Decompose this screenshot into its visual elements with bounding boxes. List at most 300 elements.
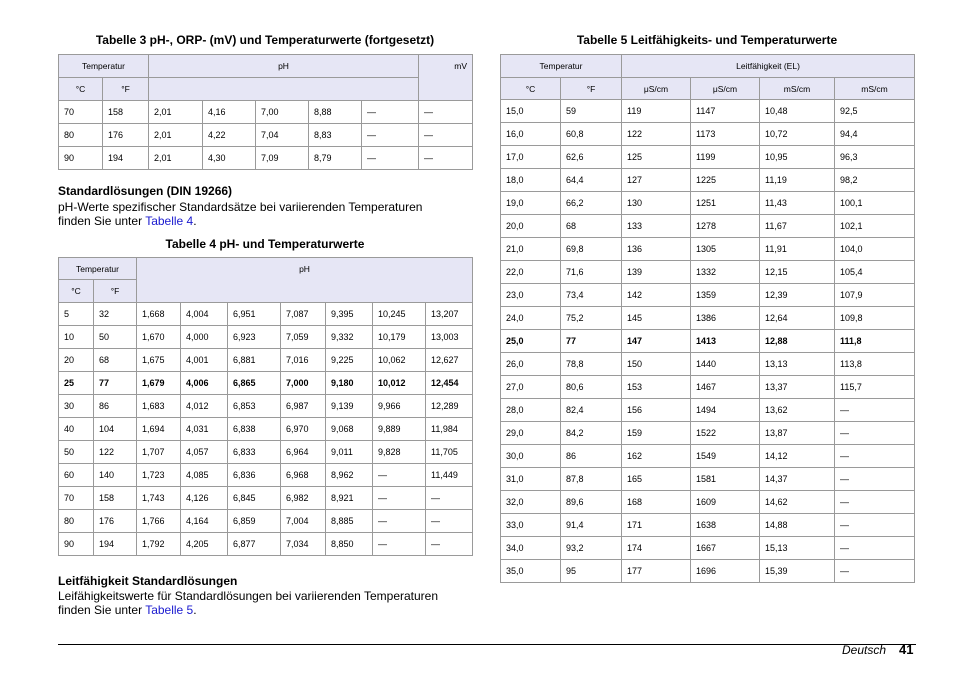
conductivity-heading: Leitfähigkeit Standardlösungen — [58, 574, 238, 588]
table-cell: 80 — [59, 124, 103, 147]
table-cell: 7,00 — [256, 101, 309, 124]
table-cell: — — [419, 147, 473, 170]
table-cell: 32 — [94, 303, 137, 326]
standard-solutions-text — [58, 200, 478, 228]
table-cell: 1667 — [691, 537, 760, 560]
table-cell: 12,39 — [760, 284, 835, 307]
table-cell: 6,951 — [228, 303, 281, 326]
table-cell: 1467 — [691, 376, 760, 399]
table-cell: 125 — [622, 146, 691, 169]
table-row — [501, 307, 915, 330]
table-row — [501, 422, 915, 445]
table-cell: 9,828 — [373, 441, 426, 464]
table-cell: 1386 — [691, 307, 760, 330]
table5-caption: Tabelle 5 Leitfähigkeits- und Temperaturwerte — [576, 33, 838, 47]
table4 — [58, 257, 473, 556]
table-cell: 8,88 — [309, 101, 362, 124]
table-cell: 73,4 — [561, 284, 622, 307]
table-cell: 7,04 — [256, 124, 309, 147]
table-cell: 11,91 — [760, 238, 835, 261]
table-cell: 10,245 — [373, 303, 426, 326]
table-cell: — — [362, 147, 419, 170]
table-cell: 147 — [622, 330, 691, 353]
table-cell: 7,004 — [281, 510, 326, 533]
table-cell: 1,723 — [137, 464, 181, 487]
table-cell: 145 — [622, 307, 691, 330]
table-cell: 4,012 — [181, 395, 228, 418]
table-row — [501, 238, 915, 261]
table-cell: 93,2 — [561, 537, 622, 560]
standard-solutions-line2 — [58, 214, 478, 228]
table-cell: 1278 — [691, 215, 760, 238]
table-cell: — — [835, 399, 915, 422]
table-cell: 113,8 — [835, 353, 915, 376]
table-cell: 4,164 — [181, 510, 228, 533]
table-cell: 6,865 — [228, 372, 281, 395]
table-cell: 6,833 — [228, 441, 281, 464]
table-cell: — — [835, 445, 915, 468]
table-cell: — — [362, 124, 419, 147]
conductivity-line2-post: . — [193, 603, 197, 617]
table-cell: 177 — [622, 560, 691, 583]
table-cell: 35,0 — [501, 560, 561, 583]
table-cell: 194 — [94, 533, 137, 556]
table-row — [501, 146, 915, 169]
table-cell: 6,877 — [228, 533, 281, 556]
table-cell: 1522 — [691, 422, 760, 445]
table-cell: — — [835, 560, 915, 583]
table-cell: 4,031 — [181, 418, 228, 441]
table-row — [501, 537, 915, 560]
table-cell: 136 — [622, 238, 691, 261]
table-cell: 6,859 — [228, 510, 281, 533]
table-cell: 9,889 — [373, 418, 426, 441]
table-cell: 14,62 — [760, 491, 835, 514]
table-cell: 19,0 — [501, 192, 561, 215]
table-row — [59, 533, 473, 556]
table-cell: 1413 — [691, 330, 760, 353]
table-cell: 70 — [59, 101, 103, 124]
table-cell: 90 — [59, 147, 103, 170]
table-row — [59, 418, 473, 441]
table-cell: 1,679 — [137, 372, 181, 395]
table-cell: 10,95 — [760, 146, 835, 169]
table-cell: 122 — [94, 441, 137, 464]
table-cell: — — [835, 468, 915, 491]
table-cell: 4,004 — [181, 303, 228, 326]
table-cell: 14,12 — [760, 445, 835, 468]
table-row — [59, 510, 473, 533]
table-cell: 16,0 — [501, 123, 561, 146]
table-cell: 70 — [59, 487, 94, 510]
table-cell: 165 — [622, 468, 691, 491]
table-cell: — — [835, 537, 915, 560]
table3-header-ph-blank — [149, 78, 419, 101]
table-cell: 1,743 — [137, 487, 181, 510]
table-cell: 4,006 — [181, 372, 228, 395]
table5-body — [501, 100, 915, 583]
table-row — [59, 372, 473, 395]
table-cell: 176 — [103, 124, 149, 147]
table-cell: 9,395 — [326, 303, 373, 326]
table-cell: 1,668 — [137, 303, 181, 326]
table-cell: 17,0 — [501, 146, 561, 169]
table-cell: 1173 — [691, 123, 760, 146]
table-row — [59, 395, 473, 418]
table-cell: 158 — [103, 101, 149, 124]
table-cell: 159 — [622, 422, 691, 445]
table-cell: 158 — [94, 487, 137, 510]
table-cell: 174 — [622, 537, 691, 560]
table-cell: 6,923 — [228, 326, 281, 349]
table5-header-temperature: Temperatur — [501, 55, 622, 78]
table-cell: 20,0 — [501, 215, 561, 238]
table-cell: 4,057 — [181, 441, 228, 464]
table-cell: 150 — [622, 353, 691, 376]
table-cell: 6,838 — [228, 418, 281, 441]
table-cell: 80 — [59, 510, 94, 533]
table-cell: 9,966 — [373, 395, 426, 418]
table-cell: 1359 — [691, 284, 760, 307]
table-cell: 6,970 — [281, 418, 326, 441]
table-cell: 21,0 — [501, 238, 561, 261]
table-cell: 156 — [622, 399, 691, 422]
table-cell: 9,180 — [326, 372, 373, 395]
table-cell: 7,000 — [281, 372, 326, 395]
table-row — [501, 468, 915, 491]
standard-solutions-line2-pre: finden Sie unter — [58, 214, 146, 228]
table-row — [501, 215, 915, 238]
table-row — [59, 464, 473, 487]
table-cell: 12,289 — [426, 395, 473, 418]
table-cell: 4,22 — [203, 124, 256, 147]
table-row — [501, 560, 915, 583]
table-cell: 13,003 — [426, 326, 473, 349]
table-cell: 162 — [622, 445, 691, 468]
table-row — [59, 349, 473, 372]
table-cell: 104 — [94, 418, 137, 441]
table3 — [58, 54, 473, 170]
table-cell: 4,126 — [181, 487, 228, 510]
table-cell: 10,012 — [373, 372, 426, 395]
table3-header-fahrenheit: °F — [103, 78, 149, 101]
table-cell: 9,332 — [326, 326, 373, 349]
table-cell: 115,7 — [835, 376, 915, 399]
table-cell: 139 — [622, 261, 691, 284]
table-cell: 168 — [622, 491, 691, 514]
table-cell: 7,034 — [281, 533, 326, 556]
table-cell: — — [373, 533, 426, 556]
table-cell: 4,16 — [203, 101, 256, 124]
table-cell: 13,87 — [760, 422, 835, 445]
table5-link[interactable]: Tabelle 5 — [145, 603, 194, 617]
table-row — [501, 192, 915, 215]
table-cell: 11,67 — [760, 215, 835, 238]
table-cell: 30 — [59, 395, 94, 418]
table-cell: 82,4 — [561, 399, 622, 422]
table-cell: 64,4 — [561, 169, 622, 192]
table-cell: 10,062 — [373, 349, 426, 372]
table-row — [501, 514, 915, 537]
table-cell: 50 — [59, 441, 94, 464]
table-cell: 1332 — [691, 261, 760, 284]
table-row — [501, 261, 915, 284]
page-number: 41 — [899, 642, 914, 657]
table-cell: 4,205 — [181, 533, 228, 556]
table-cell: — — [835, 491, 915, 514]
table-cell: 11,984 — [426, 418, 473, 441]
table-cell: 31,0 — [501, 468, 561, 491]
table-cell: 87,8 — [561, 468, 622, 491]
table-row — [501, 330, 915, 353]
table-cell: 95 — [561, 560, 622, 583]
table4-header-celsius: °C — [59, 280, 94, 303]
table-cell: 68 — [94, 349, 137, 372]
table-cell: 11,19 — [760, 169, 835, 192]
table4-link[interactable]: Tabelle 4 — [145, 214, 194, 228]
table-cell: 91,4 — [561, 514, 622, 537]
table-cell: 6,987 — [281, 395, 326, 418]
table-cell: 32,0 — [501, 491, 561, 514]
table-cell: 6,836 — [228, 464, 281, 487]
table-cell: 71,6 — [561, 261, 622, 284]
table-cell: 86 — [94, 395, 137, 418]
table-cell: 4,30 — [203, 147, 256, 170]
table-cell: 26,0 — [501, 353, 561, 376]
table-row — [59, 147, 473, 170]
table-cell: 78,8 — [561, 353, 622, 376]
table-cell: 15,39 — [760, 560, 835, 583]
table-cell: 68 — [561, 215, 622, 238]
table-cell: — — [362, 101, 419, 124]
table-row — [59, 326, 473, 349]
table-cell: 94,4 — [835, 123, 915, 146]
table-cell: 12,454 — [426, 372, 473, 395]
standard-solutions-line2-post: . — [193, 214, 197, 228]
table-cell: 15,13 — [760, 537, 835, 560]
table-cell: 6,853 — [228, 395, 281, 418]
table-cell: 14,88 — [760, 514, 835, 537]
table-cell: 130 — [622, 192, 691, 215]
table-cell: 59 — [561, 100, 622, 123]
table-cell: — — [419, 124, 473, 147]
table-cell: 25,0 — [501, 330, 561, 353]
table-cell: 119 — [622, 100, 691, 123]
table-cell: 98,2 — [835, 169, 915, 192]
table3-header-celsius: °C — [59, 78, 103, 101]
table-cell: 8,79 — [309, 147, 362, 170]
table-cell: 60 — [59, 464, 94, 487]
conductivity-line2 — [58, 603, 478, 617]
table-cell: 9,139 — [326, 395, 373, 418]
table-cell: 15,0 — [501, 100, 561, 123]
table-cell: 30,0 — [501, 445, 561, 468]
table-row — [501, 284, 915, 307]
table5 — [500, 54, 915, 583]
table-cell: 27,0 — [501, 376, 561, 399]
table-cell: 171 — [622, 514, 691, 537]
table-cell: 11,449 — [426, 464, 473, 487]
table-cell: 1,792 — [137, 533, 181, 556]
table-cell: 6,964 — [281, 441, 326, 464]
table-cell: 13,207 — [426, 303, 473, 326]
table5-header-ms-2: mS/cm — [835, 78, 915, 100]
table-cell: 10,72 — [760, 123, 835, 146]
table-cell: 10 — [59, 326, 94, 349]
table-cell: 2,01 — [149, 124, 203, 147]
table-cell: 7,09 — [256, 147, 309, 170]
table-cell: 9,068 — [326, 418, 373, 441]
table-cell: 1199 — [691, 146, 760, 169]
table3-header-ph: pH — [149, 55, 419, 78]
table-cell: 8,962 — [326, 464, 373, 487]
table-cell: 10,179 — [373, 326, 426, 349]
table5-header-ms-1: mS/cm — [760, 78, 835, 100]
table-row — [59, 124, 473, 147]
table3-header-temperature: Temperatur — [59, 55, 149, 78]
conductivity-text — [58, 589, 478, 617]
table-row — [59, 441, 473, 464]
table5-header-us-2: μS/cm — [691, 78, 760, 100]
footer-language: Deutsch — [842, 643, 887, 657]
table4-header-ph: pH — [137, 258, 473, 303]
table-row — [59, 101, 473, 124]
table-cell: — — [373, 464, 426, 487]
table-cell: 29,0 — [501, 422, 561, 445]
table3-header-mv: mV — [419, 55, 473, 101]
table-cell: 1609 — [691, 491, 760, 514]
table-cell: 13,13 — [760, 353, 835, 376]
table-cell: 12,15 — [760, 261, 835, 284]
table-cell: 23,0 — [501, 284, 561, 307]
table-cell: 133 — [622, 215, 691, 238]
table-cell: 77 — [94, 372, 137, 395]
table-cell: — — [373, 510, 426, 533]
table-cell: 13,37 — [760, 376, 835, 399]
table-cell: 1440 — [691, 353, 760, 376]
table-cell: 92,5 — [835, 100, 915, 123]
table-cell: 107,9 — [835, 284, 915, 307]
conductivity-line1: Leifähigkeitswerte für Standardlösungen bei variierenden Temperaturen — [58, 589, 439, 603]
table-cell: 22,0 — [501, 261, 561, 284]
table-row — [59, 303, 473, 326]
table-cell: 111,8 — [835, 330, 915, 353]
table-cell: 5 — [59, 303, 94, 326]
table5-header-us-1: μS/cm — [622, 78, 691, 100]
table-cell: — — [373, 487, 426, 510]
table-cell: — — [419, 101, 473, 124]
table-row — [501, 100, 915, 123]
table-cell: 24,0 — [501, 307, 561, 330]
table-cell: 62,6 — [561, 146, 622, 169]
table-cell: 1305 — [691, 238, 760, 261]
table-cell: 140 — [94, 464, 137, 487]
table-cell: 50 — [94, 326, 137, 349]
table-cell: — — [426, 487, 473, 510]
table-cell: 84,2 — [561, 422, 622, 445]
table-cell: 9,011 — [326, 441, 373, 464]
table-cell: 8,885 — [326, 510, 373, 533]
table-cell: 102,1 — [835, 215, 915, 238]
table-cell: 25 — [59, 372, 94, 395]
table-cell: 10,48 — [760, 100, 835, 123]
table-cell: 104,0 — [835, 238, 915, 261]
table-cell: 11,705 — [426, 441, 473, 464]
table-cell: — — [835, 422, 915, 445]
table-cell: 1251 — [691, 192, 760, 215]
table-row — [501, 491, 915, 514]
table-cell: 127 — [622, 169, 691, 192]
table-cell: 1,670 — [137, 326, 181, 349]
table-cell: 100,1 — [835, 192, 915, 215]
table-cell: 109,8 — [835, 307, 915, 330]
table-cell: 1,683 — [137, 395, 181, 418]
table-cell: 1494 — [691, 399, 760, 422]
table-cell: 153 — [622, 376, 691, 399]
table-cell: 2,01 — [149, 101, 203, 124]
table-cell: 1,694 — [137, 418, 181, 441]
table-cell: 40 — [59, 418, 94, 441]
table-cell: 8,83 — [309, 124, 362, 147]
table-row — [59, 487, 473, 510]
table-row — [501, 399, 915, 422]
table-cell: 2,01 — [149, 147, 203, 170]
table-cell: 14,37 — [760, 468, 835, 491]
table-cell: 12,64 — [760, 307, 835, 330]
table-cell: 90 — [59, 533, 94, 556]
table-cell: 8,850 — [326, 533, 373, 556]
table-row — [501, 123, 915, 146]
table-row — [501, 169, 915, 192]
table-cell: 33,0 — [501, 514, 561, 537]
table-cell: 105,4 — [835, 261, 915, 284]
table-cell: 1696 — [691, 560, 760, 583]
table-cell: 194 — [103, 147, 149, 170]
table-cell: 4,001 — [181, 349, 228, 372]
table-row — [501, 445, 915, 468]
table-cell: 6,968 — [281, 464, 326, 487]
table-cell: 6,881 — [228, 349, 281, 372]
table3-caption: Tabelle 3 pH-, ORP- (mV) und Temperaturwerte (fortgesetzt) — [95, 33, 435, 47]
table5-header-fahrenheit: °F — [561, 78, 622, 100]
table-cell: 11,43 — [760, 192, 835, 215]
table-cell: 20 — [59, 349, 94, 372]
table-row — [501, 353, 915, 376]
table4-header-temperature: Temperatur — [59, 258, 137, 280]
table-cell: 1225 — [691, 169, 760, 192]
table-cell: 1,707 — [137, 441, 181, 464]
table-cell: 7,087 — [281, 303, 326, 326]
table-cell: 75,2 — [561, 307, 622, 330]
table-cell: 8,921 — [326, 487, 373, 510]
table-cell: 66,2 — [561, 192, 622, 215]
table-cell: 80,6 — [561, 376, 622, 399]
table-cell: 12,88 — [760, 330, 835, 353]
table5-header-celsius: °C — [501, 78, 561, 100]
table3-body — [59, 101, 473, 170]
table4-header-fahrenheit: °F — [94, 280, 137, 303]
table-cell: 122 — [622, 123, 691, 146]
table-cell: 7,059 — [281, 326, 326, 349]
table-cell: 1581 — [691, 468, 760, 491]
table-cell: 7,016 — [281, 349, 326, 372]
table-cell: 6,845 — [228, 487, 281, 510]
table-cell: 60,8 — [561, 123, 622, 146]
table-cell: 6,982 — [281, 487, 326, 510]
conductivity-line2-pre: finden Sie unter — [58, 603, 146, 617]
table-cell: — — [835, 514, 915, 537]
standard-solutions-heading: Standardlösungen (DIN 19266) — [58, 184, 233, 198]
